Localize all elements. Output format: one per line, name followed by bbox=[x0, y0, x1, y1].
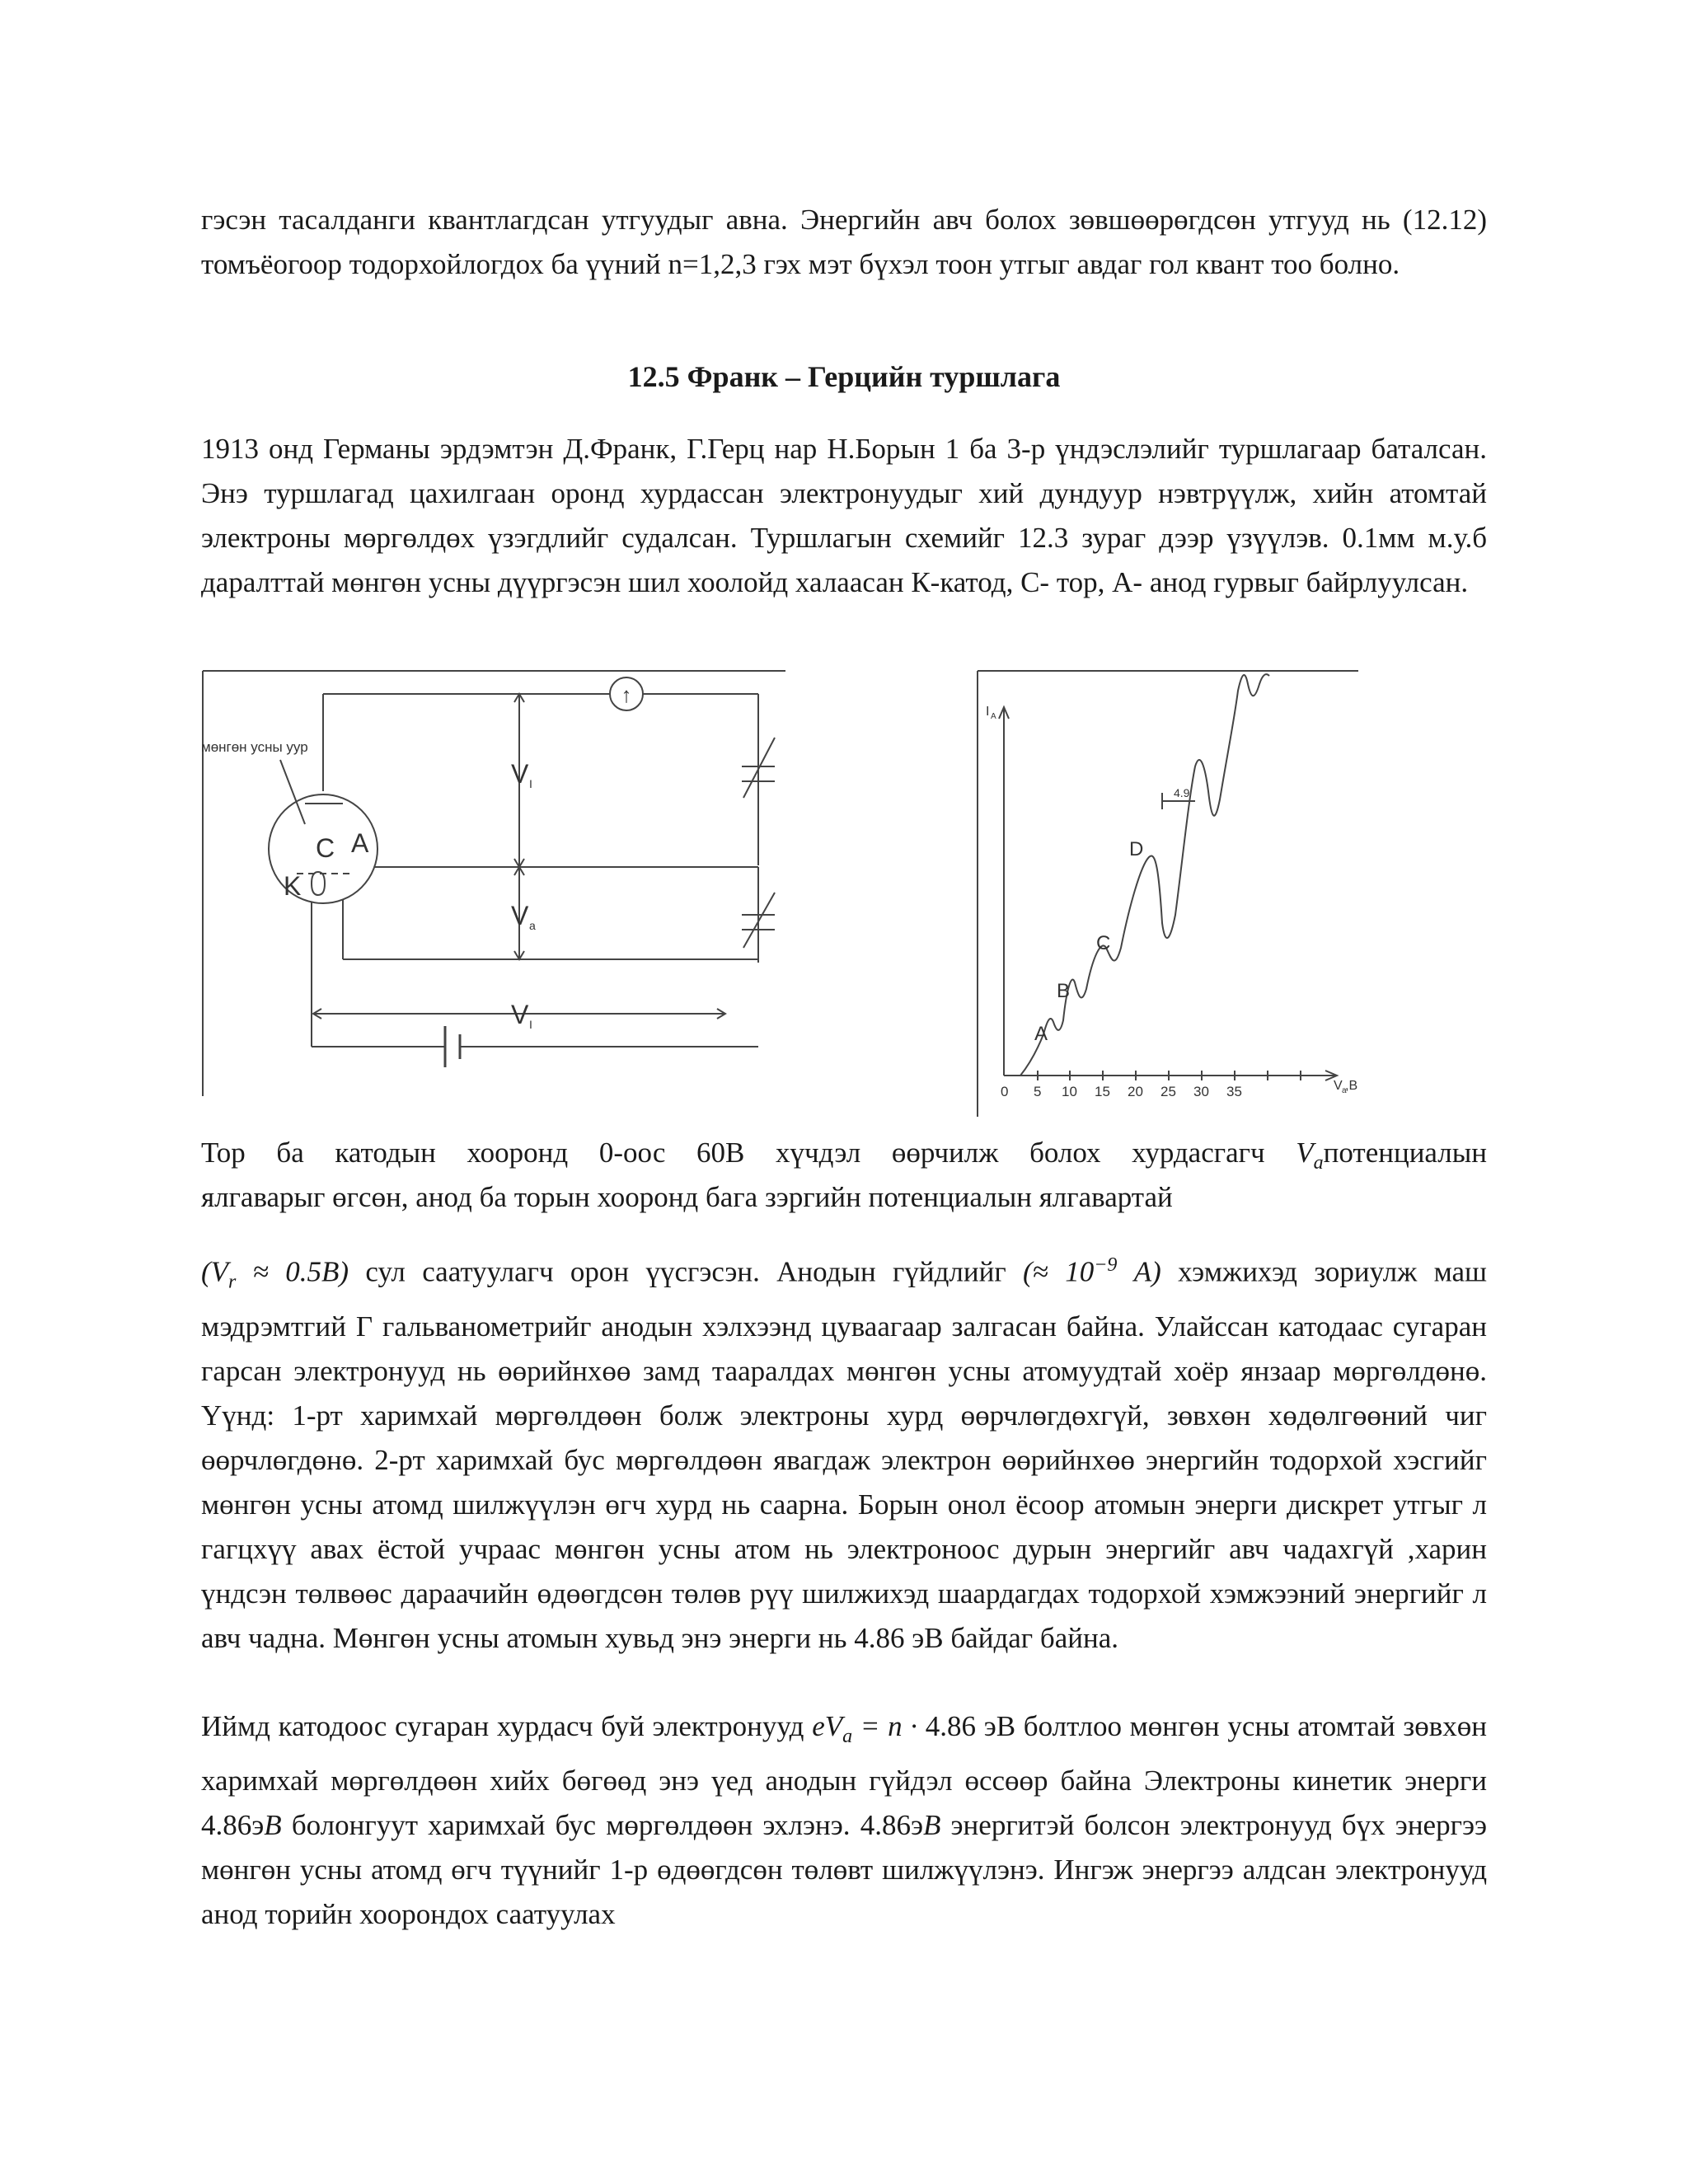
peak-label-d: D bbox=[1129, 838, 1144, 860]
svg-text:a: a bbox=[529, 919, 536, 932]
peak-label-a: A bbox=[1034, 1023, 1048, 1045]
spacing-label: 4.9 bbox=[1174, 786, 1190, 799]
tick-label: 35 bbox=[1226, 1084, 1242, 1099]
label-c: C bbox=[316, 833, 335, 863]
label-v-top: V bbox=[511, 759, 529, 789]
tick-label: 0 bbox=[1001, 1084, 1009, 1099]
peak-label-b: B bbox=[1057, 980, 1071, 1002]
paragraph-voltage-line2: ялгаварыг өгсөн, анод ба торын хооронд бага зэргийн потенциалын ялгавартай bbox=[201, 1181, 1173, 1213]
paragraph-collisions: $(V_r \approx 0.5В)$ сул саатуулагч орон үүсгэсэн. Анодын гүйдлийг (≈ $10^{-9}$ A) хэмжихэд зориулж маш мэдрэмтгий Г гальванометрийг анодын хэлхээнд цуваагаар залгасан байна. Улайссан катодаас сугаран гарсан электронууд нь өөрийнхөө замд тааралдах мөнгөн усны атомуудтай хоёр янзаар мөргөлдөнө. Үүнд: 1-рт харимхай мөргөлдөөн болж электроны хурд өөрчлөгдөхгүй, зөвхөн хөдөлгөөний чиг өөрчлөгдөнө. 2-рт харимхай бус мөргөлдөөн явагдаж электрон өөрийнхөө энергийн тодорхой хэсгийг мөнгөн усны атомд шилжүүлэн өгч хурд нь саарна. Борын онол ёсоор атомын энерги дискрет утгыг л гагцхүү авах ёстой учраас мөнгөн усны атом нь электроноос дурын энергийг авч чадахгүй ,харин үндсэн төлвөөс дараачийн өдөөгдсөн төлөв рүү шилжихэд шаардагдах тодорхой хэмжээний энергийг л авч чадна. Мөнгөн усны атомын хувьд энэ энерги нь 4.86 эВ байдаг байна. bbox=[201, 1254, 1487, 1654]
y-axis-label: I bbox=[986, 705, 990, 719]
tick-label: 30 bbox=[1193, 1084, 1209, 1099]
paragraph-intro: гэсэн тасалданги квантлагдсан утгуудыг авна. Энергийн авч болох зөвшөөрөгдсөн утгууд нь (12.12) томъёогоор тодорхойлогдох ба үүний n=1,2,3 гэх мэт бүхэл тоон утгыг авдаг гол квант тоо болно. bbox=[201, 204, 1487, 280]
svg-text:I: I bbox=[529, 1018, 532, 1031]
paragraph-energy-threshold: Иймд катодоос сугаран хурдасч буй электронууд $eV_a = n \cdot 4.86$ эВ болтлоо мөнгөн усны атомтай зөвхөн харимхай мөргөлдөөн хийх бөгөөд энэ үед анодын гүйдэл өссөөр байна Электроны кинетик энерги 4.86эB болонгуут харимхай бус мөргөлдөөн эхлэнэ. 4.86эB энергитэй болсон электронууд бүх энергээ мөнгөн усны атомд өгч түүнийг 1-р өдөөгдсөн төлөвт шилжүүлэнэ. Ингэж энергээ алдсан электронууд анод торийн хоорондох саатуулах bbox=[201, 1710, 1487, 1930]
tick-label: 20 bbox=[1128, 1084, 1143, 1099]
svg-text:I: I bbox=[529, 777, 532, 790]
label-v-mid: V bbox=[511, 901, 529, 930]
paragraph-voltage-line1: Тор ба катодын хооронд 0-оос 60В хүчдэл өөрчилж болох хурдасгагч $V_aпотенциалын$ bbox=[201, 1137, 1487, 1174]
circuit-diagram bbox=[198, 659, 791, 1104]
tick-label: 5 bbox=[1034, 1084, 1042, 1099]
section-title: 12.5 Франк – Герцийн туршлага bbox=[627, 360, 1061, 393]
label-k: K bbox=[284, 871, 302, 901]
tick-label: 15 bbox=[1095, 1084, 1110, 1099]
label-a: A bbox=[351, 828, 369, 858]
x-axis-label: V bbox=[1334, 1079, 1343, 1093]
svg-text:,B: ,B bbox=[1345, 1079, 1358, 1093]
svg-text:a: a bbox=[1342, 1086, 1347, 1095]
peak-label-c: C bbox=[1096, 932, 1111, 954]
franck-hertz-graph bbox=[973, 659, 1376, 1121]
current-curve bbox=[1020, 674, 1269, 1076]
svg-text:A: A bbox=[991, 712, 996, 721]
paragraph-experiment-description: 1913 онд Германы эрдэмтэн Д.Франк, Г.Герц нар Н.Борын 1 ба 3-р үндэслэлийг туршлагаар баталсан. Энэ туршлагад цахилгаан оронд хурдассан электронуудыг хий дундуур нэвтрүүлж, хийн атомтай электроны мөргөлдөх үзэгдлийг судалсан. Туршлагын схемийг 12.3 зураг дээр үзүүлэв. 0.1мм м.у.б даралттай мөнгөн усны дүүргэсэн шил хоолойд халаасан К-катод, С- тор, А- анод гурвыг байрлуулсан. bbox=[201, 433, 1487, 598]
tick-label: 10 bbox=[1062, 1084, 1077, 1099]
label-v-bottom: V bbox=[511, 1000, 529, 1029]
svg-text:↑: ↑ bbox=[621, 682, 632, 707]
tick-label: 25 bbox=[1160, 1084, 1176, 1099]
vapor-label: мөнгөн усны уур bbox=[201, 739, 308, 755]
